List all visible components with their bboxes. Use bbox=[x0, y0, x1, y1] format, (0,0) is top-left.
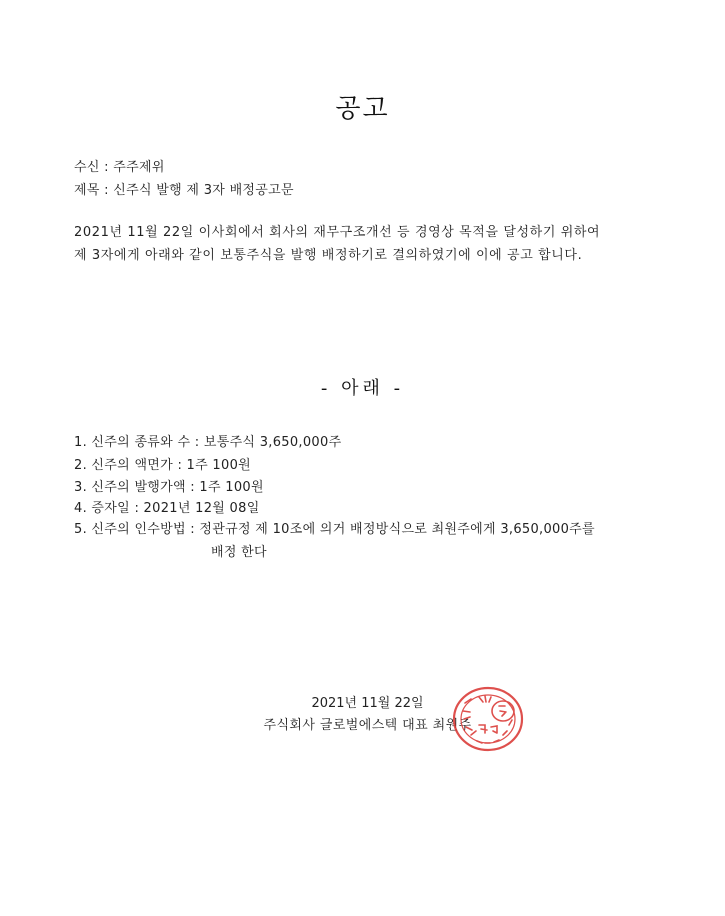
list-item: 2. 신주의 액면가 : 1주 100원 bbox=[74, 458, 251, 473]
body-paragraph-line-2: 제 3자에게 아래와 같이 보통주식을 발행 배정하기로 결의하였기에 이에 공고 합니다. bbox=[74, 248, 583, 263]
list-item: 3. 신주의 발행가액 : 1주 100원 bbox=[74, 480, 264, 495]
recipient-line: 수신 : 주주제위 bbox=[74, 160, 165, 175]
seal-stamp-icon bbox=[451, 685, 525, 753]
document-title: 공고 bbox=[335, 94, 390, 124]
signer-line: 주식회사 글로벌에스텍 대표 최원주 bbox=[263, 718, 472, 733]
list-item-continuation: 배정 한다 bbox=[211, 545, 267, 560]
list-item: 5. 신주의 인수방법 : 정관규정 제 10조에 의거 배정방식으로 최원주에게 3,650,000주를 bbox=[74, 522, 595, 537]
list-item: 4. 증자일 : 2021년 12월 08일 bbox=[74, 501, 260, 516]
list-item: 1. 신주의 종류와 수 : 보통주식 3,650,000주 bbox=[74, 435, 342, 450]
issue-date: 2021년 11월 22일 bbox=[311, 696, 424, 711]
body-paragraph-line-1: 2021년 11월 22일 이사회에서 회사의 재무구조개선 등 경영상 목적을 달성하기 위하여 bbox=[74, 225, 601, 240]
section-heading: - 아래 - bbox=[320, 378, 405, 399]
subject-line: 제목 : 신주식 발행 제 3자 배정공고문 bbox=[74, 183, 294, 198]
